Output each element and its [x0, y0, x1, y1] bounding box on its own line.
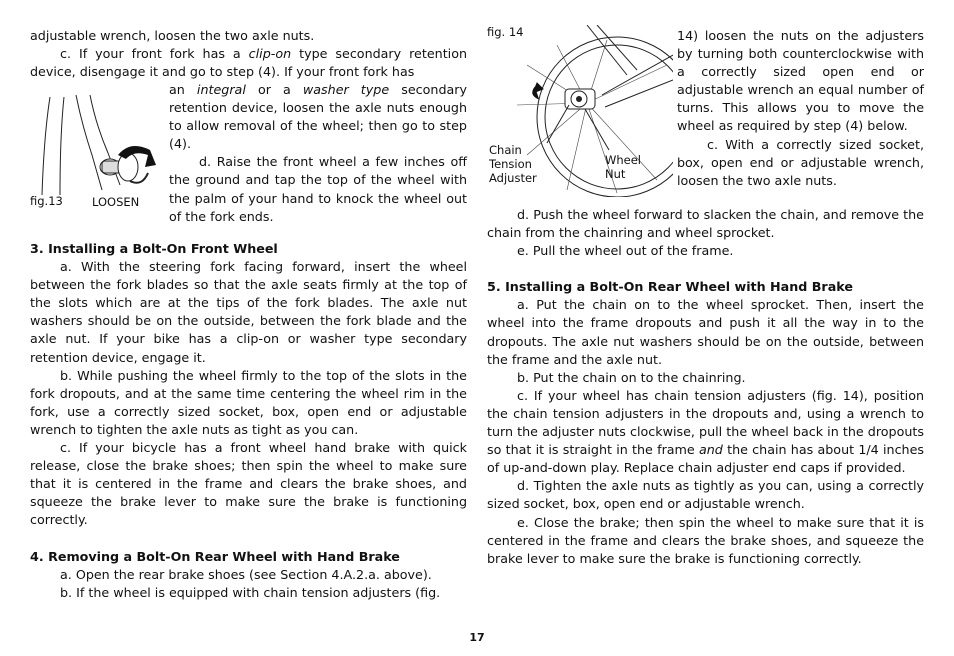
paragraph: a. Open the rear brake shoes (see Section 4.A.2.a. above).: [60, 566, 432, 582]
section-heading-3: 3. Installing a Bolt-On Front Wheel: [30, 241, 278, 256]
right-column-wrap: [677, 27, 924, 190]
section-heading-5: 5. Installing a Bolt-On Rear Wheel with Hand Brake: [487, 279, 853, 295]
paragraph: 14) loosen the nuts on the adjusters by turning both counterclockwise with a correctly sized open end or adjustable wrench an equal number of turns. This allows you to move the wheel as required by step (4) below.: [677, 28, 924, 134]
paragraph: c. If your bicycle has a front wheel hand brake with quick release, close the brake shoes; then spin the wheel to make sure that it is centered in the frame and clears the brake shoes, and squeeze the brake lever to make sure the brake is functioning correctly.: [30, 440, 467, 528]
figure-13: [30, 95, 160, 215]
paragraph: b. Put the chain on to the chainring.: [517, 369, 746, 385]
figure-caption: fig.13: [30, 194, 63, 208]
section-heading-4: 4. Removing a Bolt-On Rear Wheel with Hand Brake: [30, 548, 400, 564]
paragraph: e. Close the brake; then spin the wheel to make sure that it is centered in the frame and clears the brake shoes, and squeeze the brake lever to make sure the brake is functioning correctly.: [487, 514, 924, 566]
figure-caption: fig. 14: [487, 25, 524, 39]
paragraph: b. If the wheel is equipped with chain tension adjusters (fig.: [60, 584, 441, 600]
left-column: [30, 27, 467, 81]
paragraph: c. If your wheel has chain tension adjusters (fig. 14), position the chain tension adjusters in the dropouts and, using a wrench to turn the adjuster nuts clockwise, pull the wheel back in the dropouts so that it is straight in the frame and the chain has about 1/4 inches of up-and-down play. Replace chain adjuster end caps if provided.: [487, 387, 925, 476]
wheel-nut-label: Wheel Nut: [605, 153, 642, 181]
paragraph: a. Put the chain on to the wheel sprocket. Then, insert the wheel into the frame dropouts and push it all the way in to the dropouts. The axle nut washers should be on the outside, between the frame and the axle nut.: [487, 297, 924, 367]
paragraph: an integral or a washer type secondary retention device, loosen the axle nuts enough to allow removal of the wheel; then go to step (4).: [169, 82, 467, 152]
figure-14: [487, 25, 673, 197]
paragraph: c. With a correctly sized socket, box, open end or adjustable wrench, loosen the two axle nuts.: [677, 136, 924, 188]
paragraph: c. If your front fork has a clip-on type secondary retention device, disengage it and go to step (4). If your front fork has: [30, 46, 467, 80]
page-number: 17: [469, 631, 485, 644]
paragraph: d. Tighten the axle nuts as tightly as you can, using a correctly sized socket, box, open end or adjustable wrench.: [487, 478, 924, 512]
paragraph: adjustable wrench, loosen the two axle nuts.: [30, 28, 315, 43]
left-column-lower: [30, 240, 467, 602]
paragraph: a. With the steering fork facing forward, insert the wheel between the fork blades so that the axle seats firmly at the top of the slots which are at the tips of the fork blades. The axle nut washers should be on the outside, between the fork blade and the axle nut. If your bike has a clip-on or washer type secondary retention device, engage it.: [30, 259, 467, 365]
loosen-label: LOOSEN: [92, 195, 140, 209]
chain-tension-adjuster-label: Chain Tension Adjuster: [489, 143, 537, 185]
left-column-wrap: [169, 81, 467, 226]
paragraph: d. Push the wheel forward to slacken the chain, and remove the chain from the chainring and wheel sprocket.: [487, 207, 924, 241]
paragraph: b. While pushing the wheel firmly to the top of the slots in the fork dropouts, and at the same time centering the wheel rim in the fork, use a correctly sized socket, box, open end or adjustable wrench to tighten the axle nuts as tight as you can.: [30, 367, 467, 437]
paragraph: d. Raise the front wheel a few inches off the ground and tap the top of the wheel with the palm of your hand to knock the wheel out of the fork ends.: [169, 154, 467, 224]
right-column: [487, 206, 924, 568]
paragraph: e. Pull the wheel out of the frame.: [517, 243, 734, 259]
